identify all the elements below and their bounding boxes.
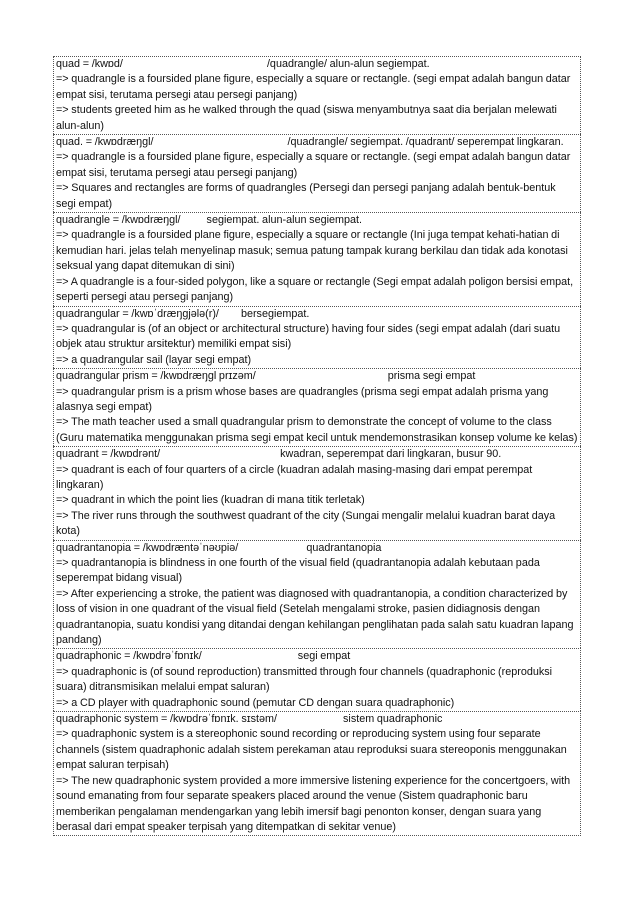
entry-term: quad = /kwɒd/: [56, 58, 123, 70]
entry-head: [56, 307, 578, 322]
entry-term: quad. = /kwɒdræŋɡl/: [56, 136, 154, 149]
entry-line: => quadrant in which the point lies (kuadran di mana titik terletak): [56, 494, 365, 507]
entry-line: => The new quadraphonic system provided a more immersive listening experience for the concertgoers, with sound emanating from four separate speakers placed around the venue (Sistem quadraphonic baru memberikan pengalaman mendengarkan yang lebih imersif bagi penonton konser, dengan suara yang berasal dari empat speaker terpisah yang ditempatkan di sekitar venue): [56, 774, 571, 833]
entry-term: quadraphonic = /kwɒdrəˈfɒnɪk/: [56, 650, 202, 663]
entry-term: quadrant = /kwɒdrənt/: [56, 448, 161, 461]
entry-line: => a CD player with quadraphonic sound (pemutar CD dengan suara quadraphonic): [56, 696, 455, 709]
entry-head: [56, 213, 578, 228]
entry-meaning: sistem quadraphonic: [343, 713, 443, 726]
entry-line: => quadraphonic is (of sound reproduction) transmitted through four channels (quadraphonic (reproduksi suara) ditransmisikan melalui empat saluran): [56, 665, 553, 694]
entry-line: => a quadrangular sail (layar segi empat): [56, 353, 252, 366]
entry-quadrangular: [53, 306, 581, 369]
entry-line: => After experiencing a stroke, the patient was diagnosed with quadrantanopia, a condition characterized by loss of vision in one quadrant of the visual field (Setelah mengalami stroke, pasien didiagnosis dengan quadrantanopia, suatu kondisi yang ditandai dengan kehilangan penglihatan pada salah satu kuadran lapang pandang): [56, 587, 574, 647]
entry-line: => quadrangle is a foursided plane figure, especially a square or rectangle (Ini juga tempat kehati-hatian di kemudian hari. jelas telah menyelinap masuk; semua patung tampak kurang berkilau dan tidak ada konotasi seksual yang dapat ditemukan di sini): [56, 229, 568, 273]
entry-quadrangular-prism: [53, 368, 581, 446]
entry-term: quadrangular = /kwɒˈdræŋɡjələ(r)/: [56, 307, 219, 320]
entry-line: => quadrant is each of four quarters of a circle (kuadran adalah masing-masing dari empat perempat lingkaran): [56, 463, 533, 491]
entry-meaning: /quadrangle/ alun-alun segiempat.: [266, 58, 430, 70]
entry-line: => quadrangle is a foursided plane figure, especially a square or rectangle. (segi empat adalah bangun datar empat sisi, terutama persegi atau persegi panjang): [56, 151, 571, 179]
entry-quadraphonic-system: [53, 711, 581, 836]
entry-head: [56, 57, 578, 72]
entry-head: [56, 369, 578, 384]
entry-meaning: quadrantanopia: [306, 541, 382, 554]
entry-head: [56, 649, 578, 664]
entry-meaning: prisma segi empat: [387, 370, 476, 383]
entry-line: => quadrangular is (of an object or architectural structure) having four sides (segi empat adalah (dari suatu objek atau struktur arsitektur) memiliki empat sisi): [56, 322, 561, 351]
entry-line: => Squares and rectangles are forms of quadrangles (Persegi dan persegi panjang adalah bentuk-bentuk segi empat): [56, 182, 556, 210]
entry-term: quadrangular prism = /kwɒdræŋɡl prɪzəm/: [56, 370, 256, 383]
entry-term: quadrantanopia = /kwɒdræntəˈnəʊpiə/: [56, 541, 239, 554]
entry-meaning: /quadrangle/ segiempat. /quadrant/ seperempat lingkaran.: [287, 136, 564, 149]
entry-line: => A quadrangle is a four-sided polygon, like a square or rectangle (Segi empat adalah poligon bersisi empat, seperti persegi atau persegi panjang): [56, 275, 574, 304]
entry-meaning: segiempat. alun-alun segiempat.: [206, 214, 362, 227]
entry-head: [56, 541, 578, 556]
entry-line: => students greeted him as he walked through the quad (siswa menyambutnya saat dia berjalan melewati alun-alun): [56, 104, 557, 132]
entry-line: => The math teacher used a small quadrangular prism to demonstrate the concept of volume to the class (Guru matematika menggunakan prisma segi empat kecil untuk mendemonstrasikan konsep volume ke kelas): [56, 416, 578, 444]
entry-term: quadrangle = /kwɒdræŋɡl/: [56, 214, 181, 227]
entry-meaning: kwadran, seperempat dari lingkaran, busur 90.: [280, 448, 502, 461]
entry-line: => quadrangle is a foursided plane figure, especially a square or rectangle. (segi empat adalah bangun datar empat sisi, terutama persegi atau persegi panjang): [56, 73, 571, 101]
entry-head: [56, 712, 578, 727]
entry-quad: [53, 56, 581, 134]
entry-head: [56, 135, 578, 150]
entry-line: => quadrangular prism is a prism whose bases are quadrangles (prisma segi empat adalah prisma yang alasnya segi empat): [56, 385, 549, 413]
dictionary-page: [53, 56, 581, 836]
entry-term: quadraphonic system = /kwɒdrəˈfɒnɪk. sɪstəm/: [56, 713, 278, 726]
entry-line: => quadraphonic system is a stereophonic sound recording or reproducing system using four separate channels (sistem quadraphonic adalah sistem perekaman atau reproduksi suara stereoponis menggunakan empat saluran terpisah): [56, 728, 567, 772]
entry-quadrantanopia: [53, 540, 581, 649]
entry-line: => quadrantanopia is blindness in one fourth of the visual field (quadrantanopia adalah kebutaan pada seperempat bidang visual): [56, 557, 540, 585]
entry-head: [56, 447, 578, 462]
entry-meaning: bersegiempat.: [240, 307, 310, 320]
entry-line: => The river runs through the southwest quadrant of the city (Sungai mengalir melalui kuadran barat daya kota): [56, 509, 556, 538]
entry-meaning: segi empat: [297, 650, 351, 663]
entry-quad-abbrev: [53, 134, 581, 212]
entry-quadrangle: [53, 212, 581, 305]
entry-quadraphonic: [53, 648, 581, 711]
entry-quadrant: [53, 446, 581, 539]
